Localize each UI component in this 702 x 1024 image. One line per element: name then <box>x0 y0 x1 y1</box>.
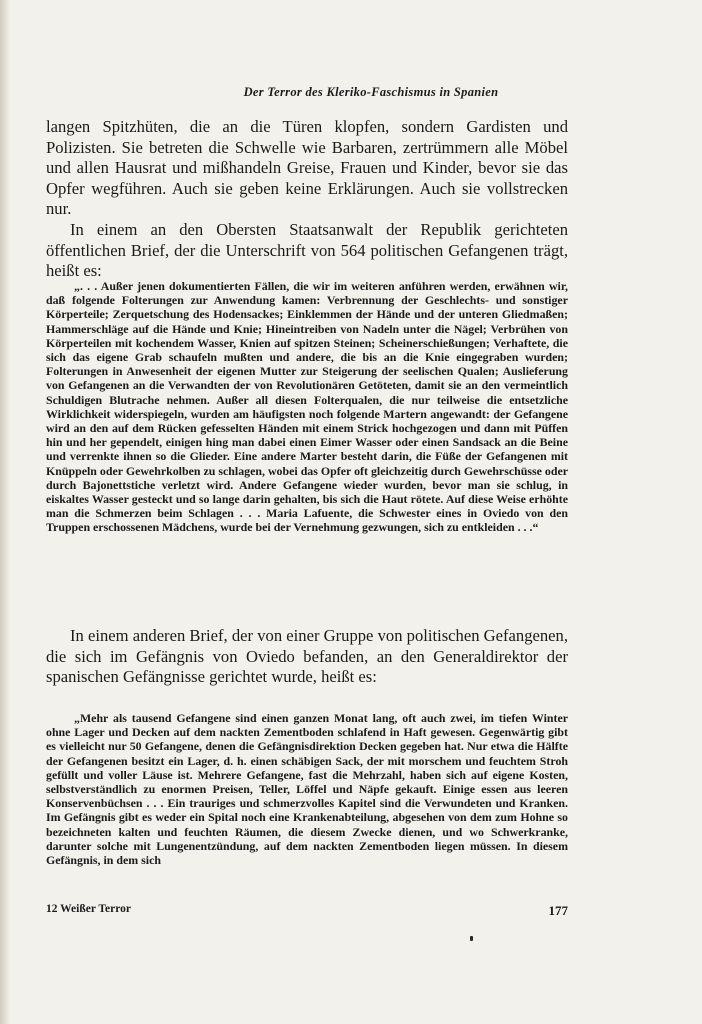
signature-mark: 12 Weißer Terror <box>46 903 131 915</box>
second-letter-section <box>46 626 568 688</box>
running-head: Der Terror des Kleriko-Faschismus in Spanien <box>243 85 499 99</box>
block-quote-first-letter <box>46 279 568 535</box>
page-footer <box>46 903 568 919</box>
print-speck <box>470 936 473 941</box>
paragraph-second-letter-intro: In einem anderen Brief, der von einer Gruppe von politischen Gefangenen, die sich im Gefängnis von Oviedo befanden, an den Generaldirektor der spanischen Gefängnisse gerichtet wurde, heißt es: <box>46 626 568 687</box>
quote-text: „. . . Außer jenen dokumentierten Fällen, die wir im weiteren anführen werden, erwähnen wir, daß folgende Folterungen zur Anwendung kamen: Verbrennung der Geschlechts- und sonstiger Körperteile; Zerquetschung des Hodensackes; Einklemmen der Hände und der unteren Gliedmaßen; Hammerschläge auf die Hände und Knie; Hineintreiben von Nadeln unter die Nägel; Verbrühen von Körperteilen mit kochendem Wasser, Knien auf spitzen Steinen; Scheinerschießungen; Verhaftete, die sich das eigene Grab schaufeln mußten und andere, die bis an die Knie eingegraben wurden; Folterungen in Anwesenheit der eigenen Mutter zur Steigerung der seelischen Qualen; Auslieferung von Gefangenen an die Verwandten der von Revolutionären Getöteten, damit sie an den vermeintlich Schuldigen Blutrache nehmen. Außer all diesen Folterqualen, die nur teilweise die entsetzliche Wirklichkeit widerspiegeln, wurden am häufigsten noch folgende Martern angewandt: der Gefangene wird an den auf dem Rücken gefesselten Händen mit einem Strick hochgezogen und dann mit Püffen hin und her gependelt, einigen hing man dabei einen Eimer Wasser oder einen Sandsack an die Beine und verrenkte ihnen so die Glieder. Eine andere Marter besteht darin, die Füße der Gefangenen mit Knüppeln oder Gewehrkolben zu schlagen, wobei das Opfer oft gleichzeitig durch Gewehrschüsse oder durch Bajonettstiche verletzt wird. Andere Gefangene wieder wurden, bevor man sie schlug, in eiskaltes Wasser gesteckt und so lange darin gehalten, bis sich die Haut rötete. Auf diese Weise erhöhte man die Schmerzen beim Schlagen . . . Maria Lafuente, die Schwester eines in Oviedo von den Truppen erschossenen Mädchens, wurde bei der Vernehmung gezwungen, sich zu entkleiden . . .“ <box>46 279 568 535</box>
opening-paragraphs <box>46 117 568 282</box>
quote-text: „Mehr als tausend Gefangene sind einen ganzen Monat lang, oft auch zwei, im tiefen Winter ohne Lager und Decken auf dem nackten Zementboden schlafend in Haft gewesen. Gegenwärtig gibt es vielleicht nur 50 Gefangene, denen die Gefängnisdirektion Decken gegeben hat. Nur etwa die Hälfte der Gefangenen besitzt ein Lager, d. h. einen schäbigen Sack, der mit morschem und feuchtem Stroh gefüllt und voller Läuse ist. Mehrere Gefangene, fast die Mehrzahl, haben sich auf eigene Kosten, selbstverständlich zu enormen Preisen, Teller, Löffel und Näpfe gekauft. Einige essen aus leeren Konservenbüchsen . . . Ein trauriges und schmerzvolles Kapitel sind die Verwundeten und Kranken. Im Gefängnis gibt es weder ein Spital noch eine Krankenabteilung, abgesehen von dem zum Hohne so bezeichneten kalten und feuchten Räumen, die diesem Zwecke dienen, und wo Schwerkranke, darunter solche mit Lungenentzündung, auf dem nackten Zementboden liegen müssen. In diesem Gefängnis, in dem sich <box>46 711 568 868</box>
block-quote-second-letter <box>46 711 568 867</box>
paragraph-continuation: langen Spitzhüten, die an die Türen klopfen, sondern Gardisten und Polizisten. Sie betreten die Schwelle wie Barbaren, zertrümmern alle Möbel und allen Hausrat und mißhandeln Greise, Frauen und Kinder, bevor sie das Opfer wegführen. Auch sie geben keine Erklärungen. Auch sie vollstrecken nur. <box>46 117 568 219</box>
paragraph-first-letter-intro: In einem an den Obersten Staatsanwalt der Republik gerichteten öffentlichen Brief, der die Unterschrift von 564 politischen Gefangenen trägt, heißt es: <box>46 219 568 281</box>
page-edge-shadow <box>0 0 10 1024</box>
page-number: 177 <box>548 903 568 918</box>
